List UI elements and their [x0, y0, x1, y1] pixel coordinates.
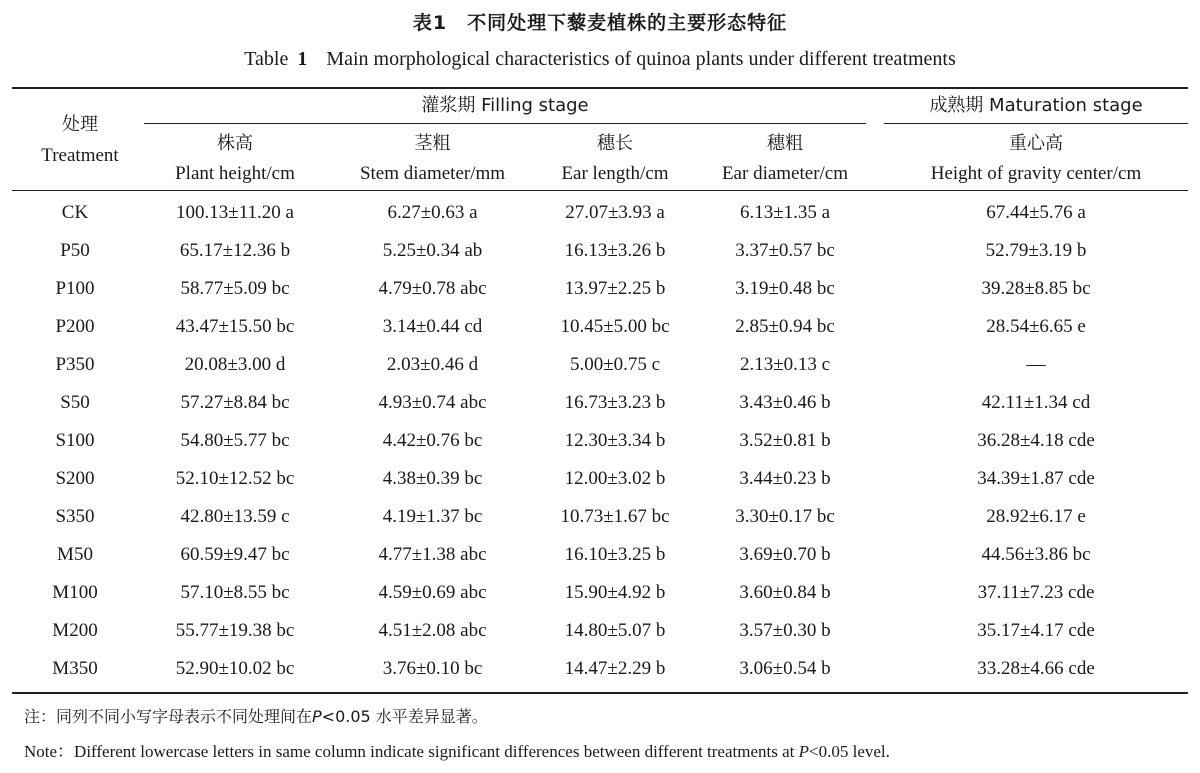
cell-stem-diameter: 2.03±0.46 d — [386, 354, 479, 375]
cell-ear-length: 27.07±3.93 a — [565, 202, 665, 223]
cell-plant-height: 54.80±5.77 bc — [180, 430, 290, 451]
cell-plant-height: 58.77±5.09 bc — [180, 278, 290, 299]
cell-plant-height: 52.90±10.02 bc — [175, 658, 295, 679]
header-rule — [12, 190, 1188, 191]
header-gravity-center-cn: 重心高 — [1009, 133, 1063, 154]
cell-ear-length: 16.10±3.25 b — [564, 544, 666, 565]
cell-gravity-center: 42.11±1.34 cd — [981, 392, 1091, 413]
header-treatment-cn: 处理 — [62, 114, 98, 135]
table-row — [0, 422, 1200, 460]
cell-plant-height: 65.17±12.36 b — [179, 240, 291, 261]
cell-treatment: P200 — [55, 316, 95, 337]
cell-ear-length: 12.00±3.02 b — [564, 468, 666, 489]
note-en-prefix: Note：Different lowercase letters in same column indicate significant differences between different treatments at — [24, 742, 795, 761]
cell-treatment: M50 — [57, 544, 93, 565]
cell-ear-length: 10.73±1.67 bc — [560, 506, 670, 527]
cell-gravity-center: 67.44±5.76 a — [986, 202, 1086, 223]
cell-ear-diameter: 6.13±1.35 a — [739, 202, 831, 223]
cell-treatment: P100 — [55, 278, 95, 299]
top-rule — [12, 87, 1188, 89]
cell-ear-length: 12.30±3.34 b — [564, 430, 666, 451]
filling-stage-rule — [144, 123, 866, 124]
cell-ear-diameter: 3.60±0.84 b — [739, 582, 831, 603]
table-number: 1 — [297, 48, 308, 70]
cell-ear-diameter: 3.30±0.17 bc — [735, 506, 835, 527]
table-row — [0, 346, 1200, 384]
cell-stem-diameter: 4.77±1.38 abc — [378, 544, 487, 565]
note-cn-suffix: <0.05 水平差异显著。 — [321, 707, 488, 726]
cell-ear-diameter: 3.52±0.81 b — [739, 430, 831, 451]
note-cn-prefix: 注：同列不同小写字母表示不同处理间在 — [24, 707, 313, 726]
cell-treatment: CK — [61, 202, 89, 223]
cell-treatment: P350 — [55, 354, 95, 375]
cell-treatment: M200 — [52, 620, 98, 641]
cell-ear-length: 15.90±4.92 b — [564, 582, 666, 603]
table-title-prefix: Table — [244, 48, 289, 70]
cell-stem-diameter: 3.14±0.44 cd — [382, 316, 483, 337]
cell-stem-diameter: 4.59±0.69 abc — [378, 582, 487, 603]
header-plant-height-cn: 株高 — [217, 133, 253, 154]
cell-ear-diameter: 3.69±0.70 b — [739, 544, 831, 565]
table-row — [0, 612, 1200, 650]
header-plant-height-en: Plant height/cm — [175, 163, 295, 184]
cell-ear-diameter: 2.85±0.94 bc — [735, 316, 835, 337]
cell-ear-length: 14.47±2.29 b — [564, 658, 666, 679]
table-row — [0, 460, 1200, 498]
cell-treatment: S200 — [55, 468, 95, 489]
cell-gravity-center: 52.79±3.19 b — [985, 240, 1087, 261]
cell-plant-height: 57.10±8.55 bc — [180, 582, 290, 603]
cell-gravity-center: 35.17±4.17 cde — [977, 620, 1095, 641]
cell-ear-length: 10.45±5.00 bc — [560, 316, 670, 337]
cell-ear-diameter: 3.43±0.46 b — [739, 392, 831, 413]
table-title-text: Main morphological characteristics of quinoa plants under different treatments — [326, 48, 956, 70]
cell-plant-height: 43.47±15.50 bc — [175, 316, 295, 337]
header-treatment-en: Treatment — [41, 145, 119, 166]
cell-stem-diameter: 6.27±0.63 a — [387, 202, 478, 223]
maturation-stage-rule — [884, 123, 1188, 124]
cell-plant-height: 52.10±12.52 bc — [175, 468, 295, 489]
note-en-suffix: <0.05 level. — [809, 742, 890, 761]
table-title-en — [0, 48, 1200, 71]
table-row — [0, 650, 1200, 688]
cell-ear-length: 16.13±3.26 b — [564, 240, 666, 261]
cell-ear-diameter: 3.37±0.57 bc — [735, 240, 835, 261]
header-filling-stage: 灌浆期 Filling stage — [421, 95, 589, 116]
cell-stem-diameter: 3.76±0.10 bc — [382, 658, 483, 679]
cell-treatment: M100 — [52, 582, 98, 603]
table-note-en — [24, 737, 890, 762]
cell-gravity-center: 33.28±4.66 cde — [977, 658, 1095, 679]
table-row — [0, 194, 1200, 232]
header-ear-length-cn: 穗长 — [597, 133, 633, 154]
table-row — [0, 384, 1200, 422]
cell-ear-length: 13.97±2.25 b — [564, 278, 666, 299]
table-row — [0, 232, 1200, 270]
cell-ear-diameter: 2.13±0.13 c — [739, 354, 831, 375]
cell-plant-height: 60.59±9.47 bc — [180, 544, 290, 565]
cell-stem-diameter: 4.42±0.76 bc — [382, 430, 483, 451]
cell-ear-diameter: 3.19±0.48 bc — [735, 278, 835, 299]
table-row — [0, 498, 1200, 536]
cell-ear-length: 14.80±5.07 b — [564, 620, 666, 641]
header-stem-diameter-cn: 茎粗 — [414, 133, 451, 154]
cell-ear-length: 5.00±0.75 c — [569, 354, 661, 375]
cell-stem-diameter: 4.51±2.08 abc — [378, 620, 487, 641]
table-row — [0, 270, 1200, 308]
cell-stem-diameter: 4.38±0.39 bc — [382, 468, 483, 489]
cell-treatment: M350 — [52, 658, 98, 679]
cell-stem-diameter: 5.25±0.34 ab — [382, 240, 483, 261]
cell-stem-diameter: 4.93±0.74 abc — [378, 392, 487, 413]
cell-gravity-center: 44.56±3.86 bc — [981, 544, 1091, 565]
table-row — [0, 536, 1200, 574]
header-ear-diameter-cn: 穗粗 — [767, 133, 803, 154]
cell-ear-diameter: 3.44±0.23 b — [739, 468, 831, 489]
table-title-cn: 表1 不同处理下藜麦植株的主要形态特征 — [412, 12, 788, 34]
bottom-rule — [12, 692, 1188, 694]
cell-ear-diameter: 3.57±0.30 b — [739, 620, 831, 641]
table-note-cn — [24, 704, 488, 727]
cell-gravity-center: 39.28±8.85 bc — [981, 278, 1091, 299]
cell-treatment: P50 — [60, 240, 90, 261]
cell-treatment: S100 — [55, 430, 95, 451]
cell-stem-diameter: 4.79±0.78 abc — [378, 278, 487, 299]
cell-gravity-center: 34.39±1.87 cde — [977, 468, 1095, 489]
cell-ear-diameter: 3.06±0.54 b — [739, 658, 831, 679]
header-ear-length-en: Ear length/cm — [561, 163, 669, 184]
table-row — [0, 574, 1200, 612]
cell-gravity-center: 28.54±6.65 e — [986, 316, 1086, 337]
cell-ear-length: 16.73±3.23 b — [564, 392, 666, 413]
cell-stem-diameter: 4.19±1.37 bc — [382, 506, 483, 527]
cell-gravity-center: 28.92±6.17 e — [986, 506, 1086, 527]
cell-plant-height: 55.77±19.38 bc — [175, 620, 295, 641]
cell-plant-height: 57.27±8.84 bc — [180, 392, 290, 413]
header-stem-diameter-en: Stem diameter/mm — [359, 163, 506, 184]
header-ear-diameter-en: Ear diameter/cm — [721, 163, 849, 184]
note-en-p: P — [798, 742, 810, 761]
cell-plant-height: 42.80±13.59 c — [180, 506, 290, 527]
table-row — [0, 308, 1200, 346]
header-gravity-center-en: Height of gravity center/cm — [930, 163, 1142, 184]
cell-gravity-center: 36.28±4.18 cde — [977, 430, 1095, 451]
cell-gravity-center: — — [1026, 354, 1046, 375]
cell-treatment: S50 — [60, 392, 90, 413]
header-maturation-stage: 成熟期 Maturation stage — [929, 95, 1143, 116]
cell-plant-height: 20.08±3.00 d — [184, 354, 286, 375]
note-cn-p: P — [312, 707, 322, 726]
cell-treatment: S350 — [55, 506, 95, 527]
cell-gravity-center: 37.11±7.23 cde — [977, 582, 1095, 603]
cell-plant-height: 100.13±11.20 a — [176, 202, 294, 223]
